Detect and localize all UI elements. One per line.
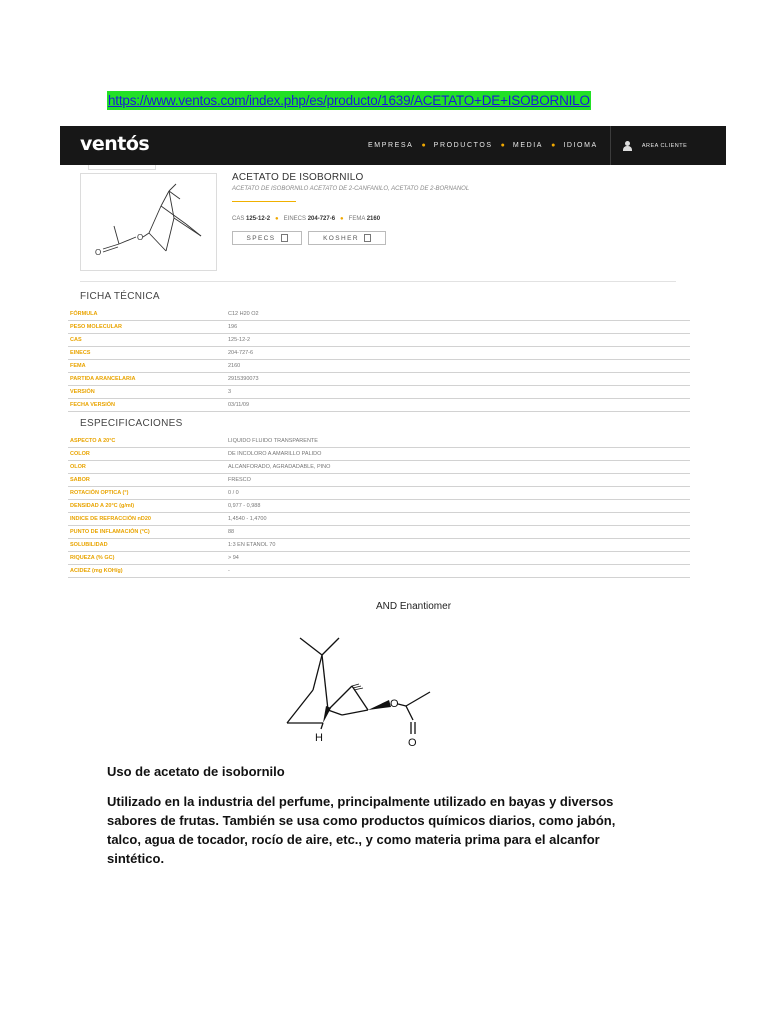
row-key: INDICE DE REFRACCIÓN nD20 [70, 516, 151, 522]
table-row [68, 461, 690, 474]
row-value: LIQUIDO FLUIDO TRANSPARENTE [228, 438, 318, 444]
ficha-tecnica-table [68, 308, 690, 412]
atom-label: H [315, 732, 323, 744]
ficha-tecnica-title: FICHA TÉCNICA [80, 291, 160, 302]
row-value: 2160 [228, 363, 241, 369]
image-tab [88, 165, 156, 170]
table-row [68, 552, 690, 565]
atom-label: O [408, 737, 417, 749]
product-codes: CAS 125-12-2 ● EINECS 204-727-6 ● FEMA 2160 [232, 216, 381, 222]
row-value: 1:3 EN ETANOL 70 [228, 542, 276, 548]
table-row [68, 347, 690, 360]
table-row [68, 435, 690, 448]
row-value: C12 H20 O2 [228, 311, 259, 317]
nav-item-idioma[interactable]: IDIOMA [563, 142, 598, 149]
einecs-label: EINECS [283, 216, 307, 222]
enantiomer-label: AND Enantiomer [376, 601, 452, 612]
table-row [68, 448, 690, 461]
row-value: 0 / 0 [228, 490, 239, 496]
nav-item-productos[interactable]: PRODUCTOS [433, 142, 493, 149]
table-row [68, 539, 690, 552]
structure-thumbnail [80, 173, 217, 271]
table-row [68, 565, 690, 578]
table-row [68, 373, 690, 386]
row-key: PESO MOLECULAR [70, 324, 122, 330]
row-key: RIQUEZA (% GC) [70, 555, 115, 561]
table-row [68, 334, 690, 347]
document-icon [364, 234, 371, 242]
row-value: DE INCOLORO A AMARILLO PALIDO [228, 451, 322, 457]
einecs-value: 204-727-6 [307, 216, 336, 222]
row-key: DENSIDAD A 20°C (g/ml) [70, 503, 135, 509]
main-nav [368, 126, 687, 165]
row-value: 1,4540 - 1,4700 [228, 516, 267, 522]
row-value: 0,977 - 0,988 [228, 503, 261, 509]
document-icon [281, 234, 288, 242]
table-row [68, 386, 690, 399]
row-key: ROTACIÓN OPTICA (°) [70, 490, 129, 496]
specs-button[interactable]: SPECS [232, 231, 302, 245]
row-value: 2915390073 [228, 376, 259, 382]
product-synonyms: ACETATO DE ISOBORNILO ACETATO DE 2-CANFANILO, ACETATO DE 2-BORNANOL [232, 186, 470, 192]
fema-label: FEMA [348, 216, 366, 222]
row-value: 3 [228, 389, 232, 395]
section-heading: Uso de acetato de isobornilo [107, 764, 285, 779]
nav-item-empresa[interactable]: EMPRESA [368, 142, 414, 149]
row-key: ACIDEZ (mg KOH/g) [70, 568, 123, 574]
website-screenshot [60, 126, 726, 581]
row-value: FRESCO [228, 477, 251, 483]
table-row [68, 360, 690, 373]
fema-value: 2160 [366, 216, 381, 222]
row-key: VERSIÓN [70, 389, 95, 395]
title-underline [232, 201, 296, 202]
row-key: COLOR [70, 451, 90, 457]
especificaciones-table [68, 435, 690, 578]
row-value: 125-12-2 [228, 337, 251, 343]
table-row [68, 487, 690, 500]
row-key: FÓRMULA [70, 311, 98, 317]
row-key: SABOR [70, 477, 90, 483]
table-row [68, 500, 690, 513]
table-row [68, 513, 690, 526]
table-row [68, 308, 690, 321]
especificaciones-title: ESPECIFICACIONES [80, 418, 183, 429]
row-key: PUNTO DE INFLAMACIÓN (°C) [70, 529, 150, 535]
row-key: FEMA [70, 363, 86, 369]
row-key: PARTIDA ARANCELARIA [70, 376, 136, 382]
atom-label: O [137, 233, 144, 242]
section-divider [80, 281, 676, 282]
isobornyl-acetate-structure-large [270, 628, 450, 754]
row-value: > 94 [228, 555, 239, 561]
nav-item-media[interactable]: MEDIA [512, 142, 544, 149]
nav-separator-dot: ● [500, 142, 505, 149]
row-value: 196 [228, 324, 238, 330]
site-navbar [60, 126, 726, 165]
cas-label: CAS [232, 216, 245, 222]
kosher-button[interactable]: KOSHER [308, 231, 386, 245]
table-row [68, 399, 690, 412]
nav-divider [610, 126, 611, 165]
row-value: 88 [228, 529, 235, 535]
body-paragraph: Utilizado en la industria del perfume, principalmente utilizado en bayas y diversos sabores de frutas. También se usa como productos químicos diarios, como jabón, talco, agua de tocador, rocío de aire, etc., y como materia prima para el alcanfor sintético. [107, 794, 616, 866]
isobornyl-acetate-structure-small [81, 174, 216, 270]
table-row [68, 321, 690, 334]
table-row [68, 526, 690, 539]
row-key: FECHA VERSIÓN [70, 402, 116, 408]
row-key: SOLUBILIDAD [70, 542, 108, 548]
area-cliente-link[interactable]: AREA CLIENTE [641, 142, 688, 149]
atom-label: O [95, 248, 102, 257]
row-key: EINECS [70, 350, 91, 356]
table-row [68, 474, 690, 487]
atom-label: O [390, 698, 399, 710]
row-value: - [228, 568, 230, 574]
source-url-link[interactable]: https://www.ventos.com/index.php/es/producto/1639/ACETATO+DE+ISOBORNILO [108, 93, 590, 108]
user-icon[interactable] [623, 141, 632, 151]
row-value: ALCANFORADO, AGRADADABLE, PINO [228, 464, 331, 470]
row-key: CAS [70, 337, 82, 343]
cas-value: 125-12-2 [246, 216, 271, 222]
row-key: OLOR [70, 464, 86, 470]
product-title: ACETATO DE ISOBORNILO [232, 172, 364, 183]
ventos-logo[interactable]: ventós [80, 133, 150, 155]
row-value: 03/11/09 [228, 402, 250, 408]
row-key: ASPECTO A 20°C [70, 438, 116, 444]
row-value: 204-727-6 [228, 350, 254, 356]
nav-separator-dot: ● [421, 142, 426, 149]
nav-separator-dot: ● [551, 142, 556, 149]
